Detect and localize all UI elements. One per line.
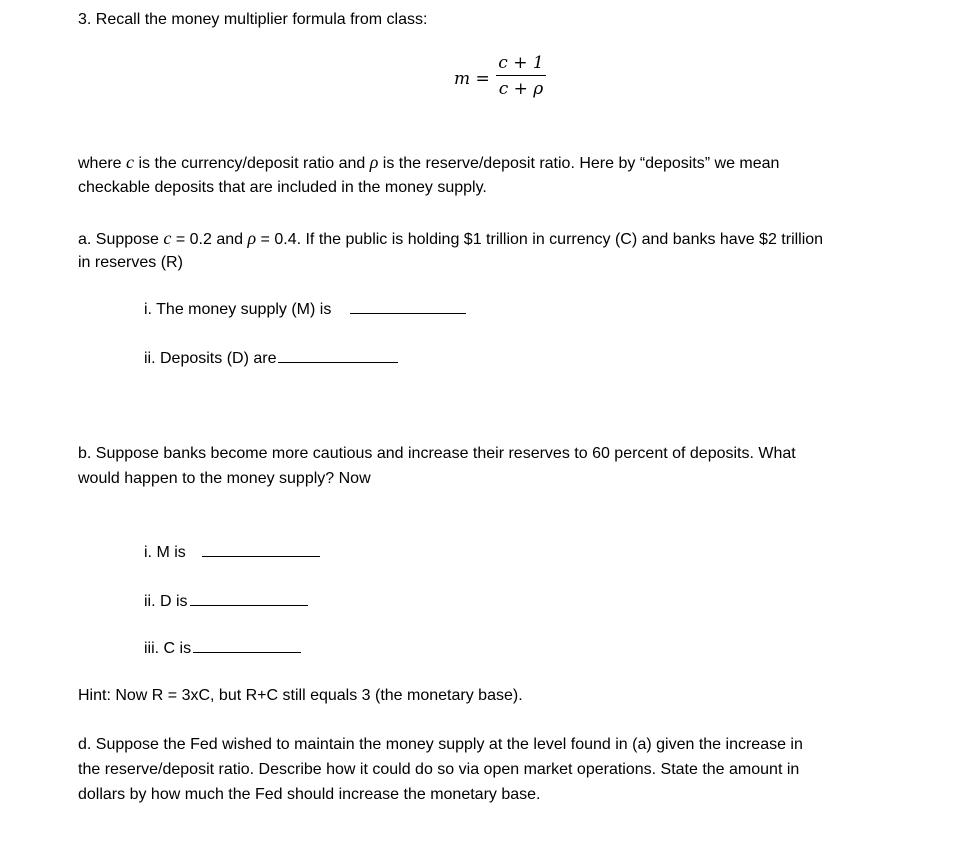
formula-fraction (496, 52, 546, 100)
item-label: i. The money supply (M) is (144, 301, 332, 318)
where-line-1 (78, 152, 779, 174)
part-a-line-1 (78, 228, 823, 250)
part-a-item-2 (144, 348, 398, 369)
question-title: 3. Recall the money multiplier formula from class: (78, 11, 428, 28)
item-label: ii. Deposits (D) are (144, 350, 277, 367)
part-b-item-2 (144, 591, 308, 612)
formula-lhs: m = (454, 69, 490, 89)
part-b-line-1: b. Suppose banks become more cautious and increase their reserves to 60 percent of deposits. What (78, 445, 796, 462)
part-b-item-3 (144, 638, 301, 659)
answer-blank[interactable] (350, 299, 466, 314)
text-run: is the reserve/deposit ratio. Here by “deposits” we mean (378, 155, 780, 172)
rho-symbol: ρ (369, 152, 379, 172)
fraction-bar (496, 75, 546, 76)
formula-numerator: c + 1 (498, 53, 544, 73)
formula-denominator: c + ρ (498, 79, 544, 99)
item-label: i. M is (144, 544, 186, 561)
part-d-line-2: the reserve/deposit ratio. Describe how it could do so via open market operations. State the amount in (78, 761, 800, 778)
text-run: = 0.2 and (171, 231, 248, 248)
c-symbol: c (126, 152, 135, 172)
answer-blank[interactable] (278, 348, 398, 363)
part-d-line-1: d. Suppose the Fed wished to maintain the money supply at the level found in (a) given the increase in (78, 736, 803, 753)
answer-blank[interactable] (193, 638, 301, 653)
answer-blank[interactable] (190, 591, 308, 606)
part-d-line-3: dollars by how much the Fed should increase the monetary base. (78, 786, 541, 803)
text-run: is the currency/deposit ratio and (134, 155, 370, 172)
part-b-item-1 (144, 542, 320, 563)
part-b-line-2: would happen to the money supply? Now (78, 470, 371, 487)
text-run: a. Suppose (78, 231, 164, 248)
where-line-2: checkable deposits that are included in the money supply. (78, 179, 487, 196)
part-a-item-1 (144, 299, 466, 320)
text-run: = 0.4. If the public is holding $1 trillion in currency (C) and banks have $2 trillion (256, 231, 824, 248)
rho-symbol: ρ (247, 228, 257, 248)
item-label: ii. D is (144, 593, 188, 610)
c-symbol: c (163, 228, 172, 248)
part-a-line-2: in reserves (R) (78, 254, 183, 271)
text-run: where (78, 155, 127, 172)
hint-text: Hint: Now R = 3xC, but R+C still equals 3 (the monetary base). (78, 687, 523, 704)
item-label: iii. C is (144, 640, 192, 657)
answer-blank[interactable] (202, 542, 320, 557)
